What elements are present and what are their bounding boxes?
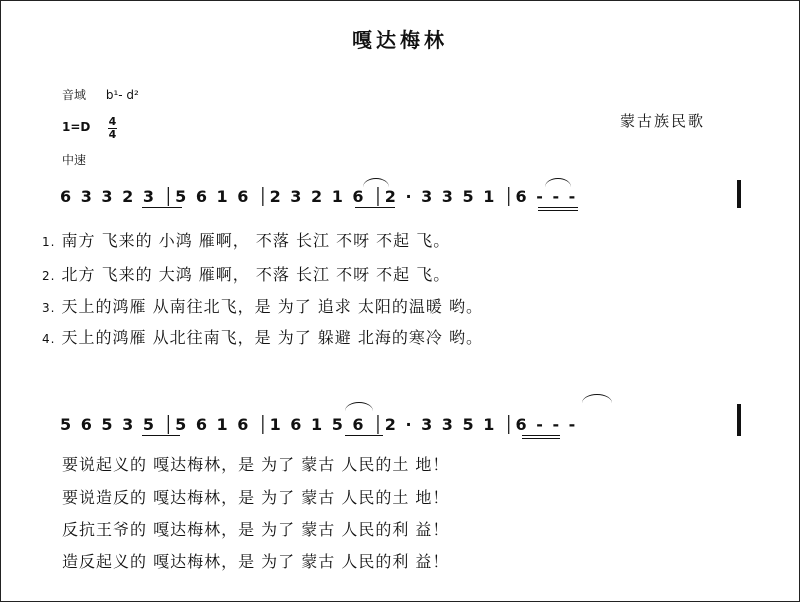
time-bottom: 4 (108, 128, 117, 141)
verse-1-line-2: 要说起义的 嘎达梅林，是 为了 蒙古 人民的土 地！ (62, 455, 450, 474)
beam (142, 435, 180, 436)
song-title: 嘎达梅林 (352, 28, 448, 52)
final-barline (737, 404, 741, 436)
time-top: 4 (108, 115, 117, 128)
time-signature (108, 116, 117, 141)
barline (737, 180, 741, 208)
verse-1-line-1: 1. 南方 飞来的 小鸿 雁啊， 不落 长江 不呀 不起 飞。 (42, 231, 451, 250)
vocal-range (62, 86, 139, 103)
range-label: 音域 (62, 88, 87, 102)
beam (522, 438, 560, 439)
beam (355, 207, 395, 208)
verse-2-line-1: 2. 北方 飞来的 大鸿 雁啊， 不落 长江 不呀 不起 飞。 (42, 265, 451, 284)
verse-4-line-1: 4. 天上的鸿雁 从北往南飞，是 为了 躲避 北海的寒冷 哟。 (42, 328, 483, 347)
beam (522, 435, 560, 436)
beam (538, 207, 578, 208)
verse-3-line-1: 3. 天上的鸿雁 从南往北飞，是 为了 追求 太阳的温暖 哟。 (42, 297, 483, 316)
range-value: b¹- d² (105, 88, 139, 102)
verse-2-line-2: 要说造反的 嘎达梅林，是 为了 蒙古 人民的土 地！ (62, 488, 450, 507)
tempo-marking: 中速 (62, 153, 87, 167)
notation-line-2: 5 6 5 3 5 │5 6 1 6 │1 6 1 5 6 │2 · 3 3 5 1 │6 - - - (60, 415, 578, 434)
notation-line-1: 6 3 3 2 3 │5 6 1 6 │2 3 2 1 6 │2 · 3 3 5 1 │6 - - - (60, 187, 578, 206)
beam (345, 435, 383, 436)
song-credit: 蒙古族民歌 (620, 112, 706, 130)
key-signature: 1=D (62, 120, 91, 134)
verse-4-line-2: 造反起义的 嘎达梅林，是 为了 蒙古 人民的利 益！ (62, 552, 450, 571)
beam (538, 210, 578, 211)
beam (142, 207, 182, 208)
verse-3-line-2: 反抗王爷的 嘎达梅林，是 为了 蒙古 人民的利 益！ (62, 520, 450, 539)
